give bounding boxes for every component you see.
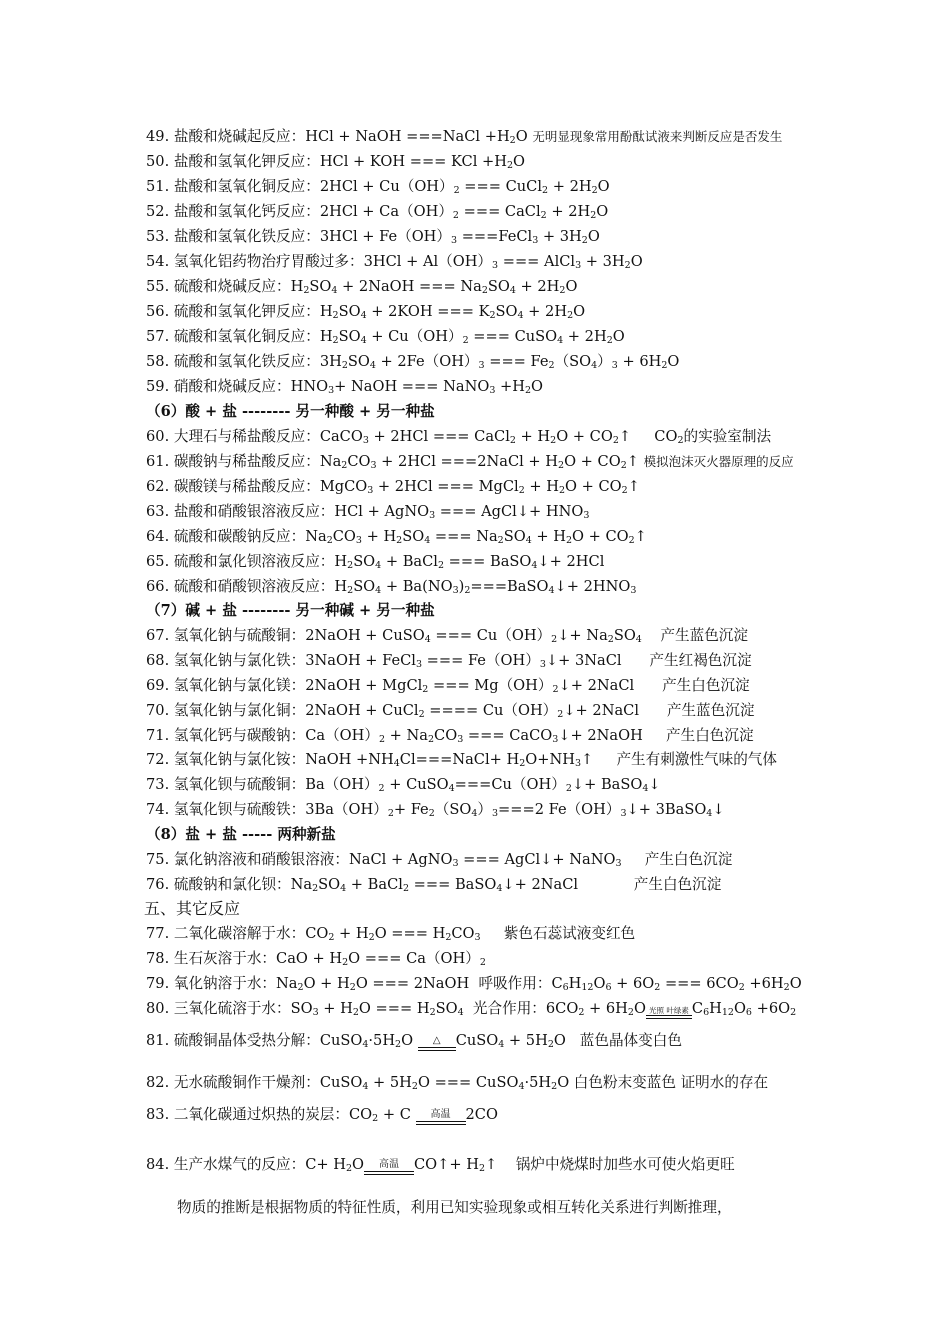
equation-line-59: 59. 硝酸和烧碱反应：$HNO_3+$ NaOH === NaNO$_3$ $+H_2O$ xyxy=(146,378,543,396)
equation-line-64: 64. 硫酸和碳酸钠反应：$Na_2CO_3 + H_2SO_4$ === $Na_2SO_4 + H_2O$ + $CO_2↑$ xyxy=(146,528,647,546)
section-other-reactions: 五、其它反应 xyxy=(144,899,241,918)
equation-line-61: 61. 碳酸钠与稀盐酸反应：$Na_2CO_3 + 2HCl$ ===2NaCl + $H_2O$ + $CO_2↑$ 模拟泡沫灭火器原理的反应 xyxy=(146,453,794,471)
heading-base-salt: （7）碱 + 盐 -------- 另一种碱 + 另一种盐 xyxy=(146,602,435,619)
equation-line-56: 56. 硫酸和氢氧化钾反应：$H_2SO_4 + 2KOH$ === $K_2SO_4 + 2H_2O$ xyxy=(146,303,586,321)
equation-line-67: 67. 氢氧化钠与硫酸铜：2NaOH + CuSO$_4$ === $Cu(OH)_2↓+ Na_2SO_4$ 产生蓝色沉淀 xyxy=(146,627,748,645)
equation-line-49: 49. 盐酸和烧碱起反应：HCl + NaOH ===NaCl $+H_2O$ 无明显现象常用酚酞试液来判断反应是否发生 xyxy=(146,128,783,146)
equation-line-69: 69. 氢氧化钠与氯化镁：2NaOH + MgCl$_2$ === $Mg(OH)_2↓+$ 2NaCl 产生白色沉淀 xyxy=(146,677,750,695)
reaction-condition: 光照 叶绿素 xyxy=(646,1006,692,1019)
equation-line-72: 72. 氢氧化钠与氯化铵：NaOH $+NH_4Cl===NaCl+$ $H_2O+NH_3↑$ 产生有刺激性气味的气体 xyxy=(146,751,777,769)
equation-line-54: 54. 氢氧化铝药物治疗胃酸过多：$3HCl + Al(OH)_3$ === AlCl$_3$ + $3H_2O$ xyxy=(146,253,643,271)
equation-line-84: 84. 生产水煤气的反应：$C+ H_2O$ 高温 CO↑+ $H_2↑$ 锅炉中烧煤时加些水可使火焰更旺 xyxy=(146,1156,735,1174)
equation-line-79: 79. 氧化钠溶于水：$Na_2O + H_2O$ === 2NaOH 呼吸作用：$C_6H_{12}O_6 + 6O_2$ === $6CO_2 +6H_2O$ xyxy=(146,975,802,993)
equation-line-63: 63. 盐酸和硝酸银溶液反应：HCl + AgNO$_3$ === AgCl↓+ $HNO_3$ xyxy=(146,503,590,521)
reaction-condition: 高温 xyxy=(416,1109,466,1125)
reaction-condition: △ xyxy=(418,1035,456,1051)
equation-line-57: 57. 硫酸和氢氧化铜反应：$H_2SO_4 + Cu(OH)_2$ === CuSO$_4$ + $2H_2O$ xyxy=(146,328,625,346)
equation-line-55: 55. 硫酸和烧碱反应：$H_2SO_4$ + 2NaOH === $Na_2SO_4 + 2H_2O$ xyxy=(146,278,578,296)
equation-line-58: 58. 硫酸和氢氧化铁反应：$3H_2SO_4 + 2Fe(OH)_3$ === $Fe_2(SO_4)_3 + 6H_2O$ xyxy=(146,353,680,371)
equation-line-51: 51. 盐酸和氢氧化铜反应：$2HCl + Cu(OH)_2$ === CuCl$_2$ + $2H_2O$ xyxy=(146,178,610,196)
equation-line-77: 77. 二氧化碳溶解于水：$CO_2 + H_2O$ === $H_2CO_3$ 紫色石蕊试液变红色 xyxy=(146,925,636,943)
equation-line-68: 68. 氢氧化钠与氯化铁：3NaOH + FeCl$_3$ === $Fe(OH)_3↓+$ 3NaCl 产生红褐色沉淀 xyxy=(146,652,752,670)
equation-line-50: 50. 盐酸和氢氧化钾反应：HCl + KOH === KCl $+H_2O$ xyxy=(146,153,525,171)
equation-line-83: 83. 二氧化碳通过炽热的炭层：$CO_2 + C$ 高温 2CO xyxy=(146,1106,498,1124)
equation-line-71: 71. 氢氧化钙与碳酸钠：$Ca(OH)_2 + Na_2CO_3$ === CaCO$_3$↓+ 2NaOH 产生白色沉淀 xyxy=(146,727,754,745)
equation-line-82: 82. 无水硫酸铜作干燥剂：CuSO$_4$ + $5H_2O$ === $CuSO_4\cdot 5H_2O$ 白色粉末变蓝色 证明水的存在 xyxy=(146,1074,769,1092)
equation-line-78: 78. 生石灰溶于水：CaO + $H_2O$ === $Ca(OH)_2$ xyxy=(146,950,486,968)
equation-line-81: 81. 硫酸铜晶体受热分解：$CuSO_4\cdot 5H_2O$ △ CuSO$_4$ + $5H_2O$ 蓝色晶体变白色 xyxy=(146,1032,682,1050)
equation-line-76: 76. 硫酸钠和氯化钡：$Na_2SO_4$ + BaCl$_2$ === BaSO$_4$↓+ 2NaCl 产生白色沉淀 xyxy=(146,876,722,894)
observation-note: 无明显现象常用酚酞试液来判断反应是否发生 xyxy=(532,129,783,144)
equation-line-74: 74. 氢氧化钡与硫酸铁：$3Ba(OH)_2+ Fe_2(SO_4)_3===2$ $Fe(OH)_3↓+$ 3BaSO$_4$↓ xyxy=(146,801,725,819)
equation-line-53: 53. 盐酸和氢氧化铁反应：$3HCl + Fe(OH)_3$ ===FeCl$_3$ + $3H_2O$ xyxy=(146,228,600,246)
equation-line-66: 66. 硫酸和硝酸钡溶液反应：$H_2SO_4$ + $Ba(NO_3)_2===BaSO_4↓+ 2HNO_3$ xyxy=(146,578,637,596)
equation-line-80: 80. 三氧化硫溶于水：$SO_3 + H_2O$ === $H_2SO_4$ 光合作用：$6CO_2 + 6H_2O$ 光照 叶绿素 $C_6H_{12}O_6 +6O_2$ xyxy=(146,1000,797,1018)
equation-line-70: 70. 氢氧化钠与氯化铜：2NaOH + CuCl$_2$ ==== $Cu(OH)_2↓+$ 2NaCl 产生蓝色沉淀 xyxy=(146,702,755,720)
equation-line-65: 65. 硫酸和氯化钡溶液反应：$H_2SO_4$ + BaCl$_2$ === BaSO$_4$↓+ 2HCl xyxy=(146,553,605,571)
equation-line-62: 62. 碳酸镁与稀盐酸反应：MgCO$_3$ + 2HCl === MgCl$_2$ + $H_2O$ + $CO_2↑$ xyxy=(146,478,640,496)
equation-line-52: 52. 盐酸和氢氧化钙反应：$2HCl + Ca(OH)_2$ === CaCl$_2$ + $2H_2O$ xyxy=(146,203,609,221)
equation-line-75: 75. 氯化钠溶液和硝酸银溶液：NaCl + AgNO$_3$ === AgCl↓+ NaNO$_3$ 产生白色沉淀 xyxy=(146,851,733,869)
equation-line-73: 73. 氢氧化钡与硫酸铜：$Ba(OH)_2$ + $CuSO_4===Cu(OH)_2↓+$ BaSO$_4$↓ xyxy=(146,776,661,794)
reaction-condition: 高温 xyxy=(364,1159,414,1175)
equation-line-60: 60. 大理石与稀盐酸反应：CaCO$_3$ + 2HCl === CaCl$_2$ + $H_2O$ + $CO_2↑$ $CO_2$的实验室制法 xyxy=(146,428,772,446)
closing-paragraph: 物质的推断是根据物质的特征性质，利用已知实验现象或相互转化关系进行判断推理， xyxy=(177,1199,732,1216)
heading-acid-salt: （6）酸 + 盐 -------- 另一种酸 + 另一种盐 xyxy=(146,403,435,420)
heading-salt-salt: （8）盐 + 盐 ----- 两种新盐 xyxy=(146,826,336,843)
